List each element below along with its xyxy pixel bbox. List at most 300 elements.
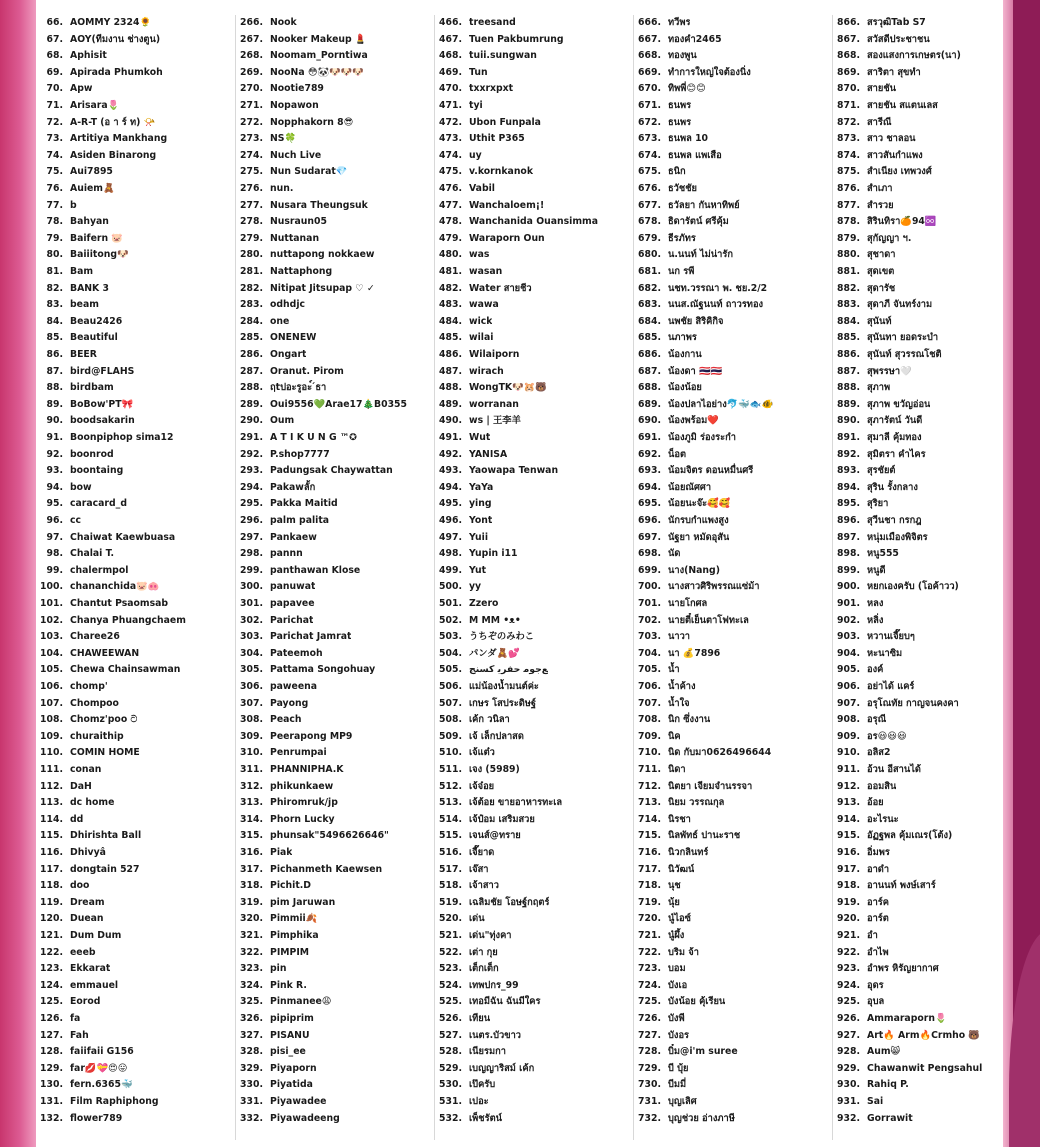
list-item-number: 130. bbox=[40, 1079, 63, 1091]
list-item-name: bird@FLAHS bbox=[70, 365, 135, 377]
list-item bbox=[435, 1111, 502, 1128]
list-item bbox=[236, 745, 327, 762]
list-item bbox=[833, 530, 928, 547]
list-item-number: 732. bbox=[638, 1112, 661, 1124]
list-item bbox=[435, 380, 547, 397]
list-item bbox=[36, 662, 180, 679]
list-item-number: 271. bbox=[240, 100, 263, 111]
list-item-name: ทวีพร bbox=[668, 17, 691, 28]
list-item-name: เต็กเต็ก bbox=[469, 963, 499, 975]
list-item-number: 666. bbox=[638, 17, 661, 28]
list-item-name: เด่น bbox=[469, 913, 485, 925]
list-item-number: 680. bbox=[638, 249, 661, 261]
list-item bbox=[634, 364, 722, 381]
list-item-number: 501. bbox=[439, 598, 462, 609]
list-item bbox=[236, 1044, 306, 1061]
list-item bbox=[634, 164, 686, 181]
list-item-name: บอม bbox=[668, 963, 686, 975]
list-item-name: v.kornkanok bbox=[469, 166, 534, 178]
list-item bbox=[236, 961, 286, 978]
list-item-number: 101. bbox=[40, 598, 63, 609]
list-item-number: 485. bbox=[439, 332, 462, 344]
list-item-number: 267. bbox=[240, 33, 263, 45]
list-item bbox=[435, 1011, 490, 1028]
list-item-name: was bbox=[469, 249, 490, 261]
list-item-number: 868. bbox=[837, 50, 860, 62]
list-item bbox=[634, 247, 733, 264]
list-item bbox=[634, 1044, 738, 1061]
list-item-name: แม่น้องน้ำมนต์ค่ะ bbox=[469, 681, 539, 692]
list-item-name: เบญญาริสม์ เค้ก bbox=[469, 1062, 535, 1074]
list-item-name: นัฐยา หมัดอุสัน bbox=[668, 531, 730, 543]
list-item-name: Pichanmeth Kaewsen bbox=[270, 863, 383, 875]
list-item-number: 496. bbox=[439, 515, 462, 526]
list-item-number: 320. bbox=[240, 913, 263, 925]
list-item-name: หนุ่มเมืองพิจิตร bbox=[867, 531, 928, 543]
list-item-name: เด่น"ทุ่งคา bbox=[469, 930, 512, 941]
list-item-number: 317. bbox=[240, 863, 263, 875]
list-item bbox=[833, 380, 890, 397]
list-item-number: 670. bbox=[638, 83, 661, 95]
list-item-number: 521. bbox=[439, 930, 462, 941]
list-item-number: 129. bbox=[40, 1062, 63, 1074]
list-item-number: 687. bbox=[638, 365, 661, 377]
list-item bbox=[36, 380, 114, 397]
list-item bbox=[435, 729, 524, 746]
list-item bbox=[634, 397, 773, 414]
list-item bbox=[36, 978, 118, 995]
list-item-name: Rahiq P. bbox=[867, 1079, 909, 1091]
list-item-name: one bbox=[270, 315, 290, 327]
list-item-name: เทอมีฉัน ฉันมีใคร bbox=[469, 996, 541, 1008]
list-item-name: A-R-T (อ า ร์ ท) 📯 bbox=[70, 116, 156, 128]
list-item bbox=[634, 32, 722, 49]
list-item-number: 482. bbox=[439, 282, 462, 294]
list-item bbox=[36, 463, 123, 480]
list-item-number: 711. bbox=[638, 764, 661, 775]
list-item-name: ธีรภัทร bbox=[668, 232, 696, 244]
list-item-number: 296. bbox=[240, 515, 263, 526]
list-item-number: 121. bbox=[40, 930, 63, 941]
list-item-number: 880. bbox=[837, 249, 860, 261]
list-item-name: นก รพี bbox=[668, 266, 695, 277]
list-item-number: 481. bbox=[439, 266, 462, 277]
list-item-name: wilai bbox=[469, 332, 494, 344]
list-item bbox=[634, 530, 729, 547]
list-item-number: 81. bbox=[46, 266, 63, 277]
list-item bbox=[236, 181, 293, 198]
list-item bbox=[236, 696, 308, 713]
list-item bbox=[236, 48, 368, 65]
list-item-name: bow bbox=[70, 481, 92, 493]
list-item-number: 500. bbox=[439, 581, 462, 593]
list-item-name: องค์ bbox=[867, 664, 884, 676]
list-item-name: เจง (5989) bbox=[469, 764, 520, 775]
list-item-number: 923. bbox=[837, 963, 860, 975]
list-item-name: Water สายชีว bbox=[469, 282, 532, 294]
list-item bbox=[236, 911, 317, 928]
list-item bbox=[833, 563, 886, 580]
list-item bbox=[236, 779, 333, 796]
list-item bbox=[435, 281, 532, 298]
list-item-number: 511. bbox=[439, 764, 462, 775]
list-item-number: 900. bbox=[837, 581, 860, 593]
list-item-name: Chaiwat Kaewbuasa bbox=[70, 531, 176, 543]
list-item-number: 309. bbox=[240, 730, 263, 742]
list-item-name: บังเอ bbox=[668, 979, 688, 991]
list-item-number: 685. bbox=[638, 332, 661, 344]
list-item bbox=[236, 1011, 314, 1028]
list-item bbox=[833, 264, 894, 281]
list-item-name: Chantut Psaomsab bbox=[70, 598, 169, 609]
list-item bbox=[833, 131, 916, 148]
name-column-2 bbox=[235, 15, 434, 1140]
list-item-name: phikunkaew bbox=[270, 780, 334, 792]
list-item-name: สำรวย bbox=[867, 199, 894, 211]
list-item-number: 879. bbox=[837, 232, 860, 244]
list-item-name: น้องพร้อม❤️ bbox=[668, 415, 719, 427]
list-item-name: NS🍀 bbox=[270, 133, 297, 145]
list-item bbox=[435, 762, 520, 779]
list-item-name: pannn bbox=[270, 548, 303, 560]
list-item-name: Chanya Phuangchaem bbox=[70, 614, 186, 626]
list-item-name: AOMMY 2324🌻 bbox=[70, 17, 152, 28]
list-item-name: Ekkarat bbox=[70, 963, 111, 975]
list-item-name: สุดารัช bbox=[867, 282, 896, 294]
list-item-name: Nooker Makeup 💄 bbox=[270, 33, 367, 45]
list-item-name: ธวัชชัย bbox=[668, 183, 697, 194]
list-item-name: DaH bbox=[70, 780, 92, 792]
list-item bbox=[634, 1111, 735, 1128]
list-item bbox=[833, 81, 896, 98]
list-item-name: ธิดารัตน์ ศรีคุ้ม bbox=[668, 216, 729, 228]
list-item-name: Wilaiporn bbox=[469, 349, 520, 360]
list-item bbox=[435, 961, 499, 978]
list-item-name: น้ำ bbox=[668, 664, 680, 676]
list-item-number: 692. bbox=[638, 448, 661, 460]
list-item-name: อัฏฐพล คุ้มเณร(โต้ง) bbox=[867, 830, 953, 842]
list-item-number: 104. bbox=[40, 647, 63, 659]
list-item bbox=[634, 181, 697, 198]
list-item-name: นัด bbox=[668, 548, 681, 560]
list-item-name: nuttapong nokkaew bbox=[270, 249, 375, 261]
list-item bbox=[435, 330, 493, 347]
list-item bbox=[435, 862, 489, 879]
list-item-name: CHAWEEWAN bbox=[70, 647, 140, 659]
list-item-number: 506. bbox=[439, 681, 462, 692]
list-item bbox=[634, 48, 697, 65]
list-item bbox=[36, 330, 118, 347]
list-item bbox=[36, 148, 156, 165]
list-item-name: YaYa bbox=[469, 481, 494, 493]
list-item-number: 717. bbox=[638, 863, 661, 875]
list-item bbox=[634, 629, 690, 646]
list-item bbox=[634, 878, 681, 895]
list-item-number: 279. bbox=[240, 232, 263, 244]
list-item-number: 474. bbox=[439, 149, 462, 161]
list-item-number: 330. bbox=[240, 1079, 263, 1091]
list-item-name: ธนพร bbox=[668, 100, 692, 111]
list-item bbox=[36, 214, 109, 231]
list-item-name: Aphisit bbox=[70, 50, 107, 62]
list-item-number: 915. bbox=[837, 830, 860, 842]
list-item-number: 887. bbox=[837, 365, 860, 377]
list-item bbox=[236, 994, 332, 1011]
list-item bbox=[435, 247, 489, 264]
list-item bbox=[36, 247, 129, 264]
list-item-name: นภาพร bbox=[668, 332, 697, 344]
list-item-name: เจี๊ยาด bbox=[469, 847, 495, 858]
list-item-number: 313. bbox=[240, 797, 263, 809]
list-item-number: 714. bbox=[638, 813, 661, 825]
list-item-name: Sai bbox=[867, 1096, 884, 1107]
list-item bbox=[833, 413, 922, 430]
list-item bbox=[634, 131, 708, 148]
list-item-name: chomp' bbox=[70, 681, 108, 692]
list-item-name: สุริน รั้งกลาง bbox=[867, 481, 918, 493]
list-item-name: b bbox=[70, 199, 77, 211]
list-item-number: 930. bbox=[837, 1079, 860, 1091]
list-item-number: 323. bbox=[240, 963, 263, 975]
list-item-name: สุนันทา ยอดระบำ bbox=[867, 332, 939, 344]
list-item-number: 274. bbox=[240, 149, 263, 161]
list-item-name: Artitiya Mankhang bbox=[70, 133, 168, 145]
list-item-number: 487. bbox=[439, 365, 462, 377]
list-item bbox=[36, 281, 109, 298]
list-item bbox=[833, 696, 959, 713]
list-item-number: 884. bbox=[837, 315, 860, 327]
list-item-number: 127. bbox=[40, 1029, 63, 1041]
list-item-number: 905. bbox=[837, 664, 860, 676]
list-item bbox=[236, 148, 321, 165]
list-item-number: 89. bbox=[46, 398, 63, 410]
list-item bbox=[634, 662, 680, 679]
list-item-name: Piyatida bbox=[270, 1079, 313, 1091]
list-item-number: 77. bbox=[46, 199, 63, 211]
list-item-name: Wanchanida Ouansimma bbox=[469, 216, 598, 228]
left-pink-band bbox=[0, 0, 36, 1147]
list-item-name: สุภาพ ขวัญอ่อน bbox=[867, 398, 931, 410]
list-item-number: 895. bbox=[837, 498, 860, 510]
list-item-number: 78. bbox=[46, 216, 63, 228]
list-item bbox=[435, 1094, 489, 1111]
list-item-number: 507. bbox=[439, 697, 462, 709]
list-item-name: เนียรมกา bbox=[469, 1046, 506, 1058]
list-item bbox=[833, 1061, 982, 1078]
list-item bbox=[634, 762, 686, 779]
list-item-name: สุดาภี จันทร์งาม bbox=[867, 299, 933, 311]
list-item-number: 324. bbox=[240, 979, 263, 991]
list-item-name: บุญช่วย อ่างภาษี bbox=[668, 1112, 735, 1124]
list-item-name: นู๋ผึ้ง bbox=[668, 930, 685, 941]
list-item-name: บังอร bbox=[668, 1029, 690, 1041]
list-item bbox=[435, 314, 492, 331]
list-item bbox=[36, 1077, 133, 1094]
list-item-number: 508. bbox=[439, 714, 462, 726]
list-item-number: 281. bbox=[240, 266, 263, 277]
list-item bbox=[833, 961, 939, 978]
list-item bbox=[833, 65, 921, 82]
list-item bbox=[236, 762, 344, 779]
list-item-name: เต่า กุย bbox=[469, 946, 498, 958]
list-item-name: Pink R. bbox=[270, 979, 307, 991]
list-item-number: 93. bbox=[46, 465, 63, 477]
list-item-name: สุริยา bbox=[867, 498, 889, 510]
list-item-name: tyi bbox=[469, 100, 483, 111]
list-item-number: 103. bbox=[40, 631, 63, 643]
list-item-name: ทองคำ2465 bbox=[668, 33, 722, 45]
list-item-number: 114. bbox=[40, 813, 63, 825]
list-item-number: 99. bbox=[46, 564, 63, 576]
list-item-name: Nattaphong bbox=[270, 266, 333, 277]
list-item-number: 326. bbox=[240, 1013, 263, 1024]
list-item bbox=[236, 247, 375, 264]
list-item-name: เปอะ bbox=[469, 1096, 489, 1107]
list-item bbox=[435, 15, 516, 32]
list-item bbox=[236, 978, 307, 995]
list-item bbox=[435, 712, 510, 729]
list-item bbox=[435, 1028, 521, 1045]
list-item-name: Oui9556💚Arae17🎄B0355 bbox=[270, 398, 407, 410]
list-item-name: Peach bbox=[270, 714, 302, 726]
list-item bbox=[833, 911, 889, 928]
list-item-number: 891. bbox=[837, 432, 860, 443]
list-item bbox=[236, 729, 352, 746]
list-item-name: น้ำค้าง bbox=[668, 681, 696, 692]
list-item-number: 912. bbox=[837, 780, 860, 792]
list-item bbox=[236, 480, 315, 497]
list-item bbox=[634, 15, 690, 32]
list-item-name: เป๊ครับ bbox=[469, 1079, 496, 1091]
list-item-name: หยกเองครับ (โอค้าวว) bbox=[867, 581, 959, 593]
list-item bbox=[236, 347, 306, 364]
list-item-name: สายชัน bbox=[867, 83, 897, 95]
list-item-number: 305. bbox=[240, 664, 263, 676]
list-item-name: wawa bbox=[469, 299, 499, 311]
list-item bbox=[435, 1077, 495, 1094]
list-item-name: บิ๋ม@i'm suree bbox=[668, 1046, 738, 1058]
list-item-name: ออมสิน bbox=[867, 780, 897, 792]
list-item-name: Apw bbox=[70, 83, 93, 95]
list-item-number: 709. bbox=[638, 730, 661, 742]
list-item bbox=[36, 546, 114, 563]
list-item bbox=[435, 413, 521, 430]
list-item-number: 914. bbox=[837, 813, 860, 825]
list-item bbox=[236, 496, 338, 513]
list-item-name: ทำการใหญ่ใจต้องนิ่ง bbox=[668, 66, 751, 78]
list-item-name: เจ้ต้อย ขายอาหารทะเล bbox=[469, 797, 563, 809]
list-item bbox=[435, 812, 535, 829]
list-item bbox=[36, 364, 134, 381]
list-item-name: Tun bbox=[469, 66, 488, 78]
list-item-name: Nusara Theungsuk bbox=[270, 199, 368, 211]
list-item-name: BANK 3 bbox=[70, 282, 109, 294]
list-item-number: 470. bbox=[439, 83, 462, 95]
list-item bbox=[435, 745, 495, 762]
list-item-number: 682. bbox=[638, 282, 661, 294]
list-item-number: 713. bbox=[638, 797, 661, 809]
list-item-name: นายโกศล bbox=[668, 598, 708, 609]
list-item bbox=[236, 845, 292, 862]
list-item-number: 292. bbox=[240, 448, 263, 460]
list-item-name: สุภารัตน์ วันดี bbox=[867, 415, 923, 427]
list-item-number: 95. bbox=[46, 498, 63, 510]
list-item-number: 929. bbox=[837, 1062, 860, 1074]
list-item-name: สรวุฒิTab S7 bbox=[867, 17, 926, 28]
list-item-name: pisi_ee bbox=[270, 1046, 306, 1058]
list-item-name: ธนพล แพเสือ bbox=[668, 149, 722, 161]
list-item bbox=[435, 463, 558, 480]
list-item-number: 126. bbox=[40, 1013, 63, 1024]
list-item-name: Yupin i11 bbox=[469, 548, 518, 560]
list-item bbox=[236, 264, 332, 281]
list-item-name: Piak bbox=[270, 847, 293, 858]
list-item-name: เจ้จ๋อย bbox=[469, 780, 495, 792]
list-item-number: 484. bbox=[439, 315, 462, 327]
list-item-name: สุนันท์ สุวรรณโชติ bbox=[867, 349, 942, 360]
list-item-number: 883. bbox=[837, 299, 860, 311]
list-item-name: Pattama Songohuay bbox=[270, 664, 376, 676]
list-item-name: สุกัญญา ฯ. bbox=[867, 232, 912, 244]
list-item-number: 68. bbox=[46, 50, 63, 62]
list-item-number: 911. bbox=[837, 764, 860, 775]
list-item-number: 75. bbox=[46, 166, 63, 178]
list-item bbox=[236, 314, 289, 331]
list-item-number: 873. bbox=[837, 133, 860, 145]
list-item-name: หวานเจี๊ยบๆ bbox=[867, 631, 915, 643]
list-item-number: 113. bbox=[40, 797, 63, 809]
list-item-name: อานนท์ พงษ์เสาร์ bbox=[867, 880, 936, 892]
list-item-name: Ongart bbox=[270, 349, 307, 360]
list-item-number: 123. bbox=[40, 963, 63, 975]
list-item bbox=[435, 546, 518, 563]
list-item-number: 888. bbox=[837, 382, 860, 394]
list-item-number: 468. bbox=[439, 50, 462, 62]
list-item bbox=[634, 546, 680, 563]
list-item bbox=[833, 181, 892, 198]
list-item-name: นิตยา เจียมจำนรรจา bbox=[668, 780, 753, 792]
list-item bbox=[833, 347, 942, 364]
list-item-number: 893. bbox=[837, 465, 860, 477]
list-item-name: dc home bbox=[70, 797, 115, 809]
list-item-name: เกษร โสประดิษฐ์ bbox=[469, 697, 537, 709]
list-item-name: worranan bbox=[469, 398, 519, 410]
list-item bbox=[36, 347, 97, 364]
list-item-name: wirach bbox=[469, 365, 504, 377]
list-item-name: สุรชัยต์ bbox=[867, 465, 896, 477]
list-item bbox=[435, 779, 494, 796]
list-item bbox=[634, 347, 702, 364]
list-item-name: conan bbox=[70, 764, 102, 775]
list-item bbox=[36, 32, 160, 49]
list-item-name: far💋💝😍😛 bbox=[70, 1062, 128, 1074]
list-item bbox=[833, 214, 936, 231]
list-item bbox=[36, 945, 96, 962]
list-item bbox=[236, 945, 309, 962]
list-item-number: 327. bbox=[240, 1029, 263, 1041]
list-item-number: 706. bbox=[638, 681, 661, 692]
list-item bbox=[435, 994, 541, 1011]
list-item bbox=[236, 1077, 313, 1094]
list-item-name: บีมมี่ bbox=[668, 1079, 687, 1091]
list-item-name: บุญเลิศ bbox=[668, 1096, 697, 1107]
list-item-name: uy bbox=[469, 149, 482, 161]
list-item-name: เพ็ชรัตน์ bbox=[469, 1112, 503, 1124]
list-item-number: 925. bbox=[837, 996, 860, 1008]
list-item-number: 92. bbox=[46, 448, 63, 460]
list-item bbox=[634, 895, 680, 912]
list-item bbox=[833, 15, 926, 32]
